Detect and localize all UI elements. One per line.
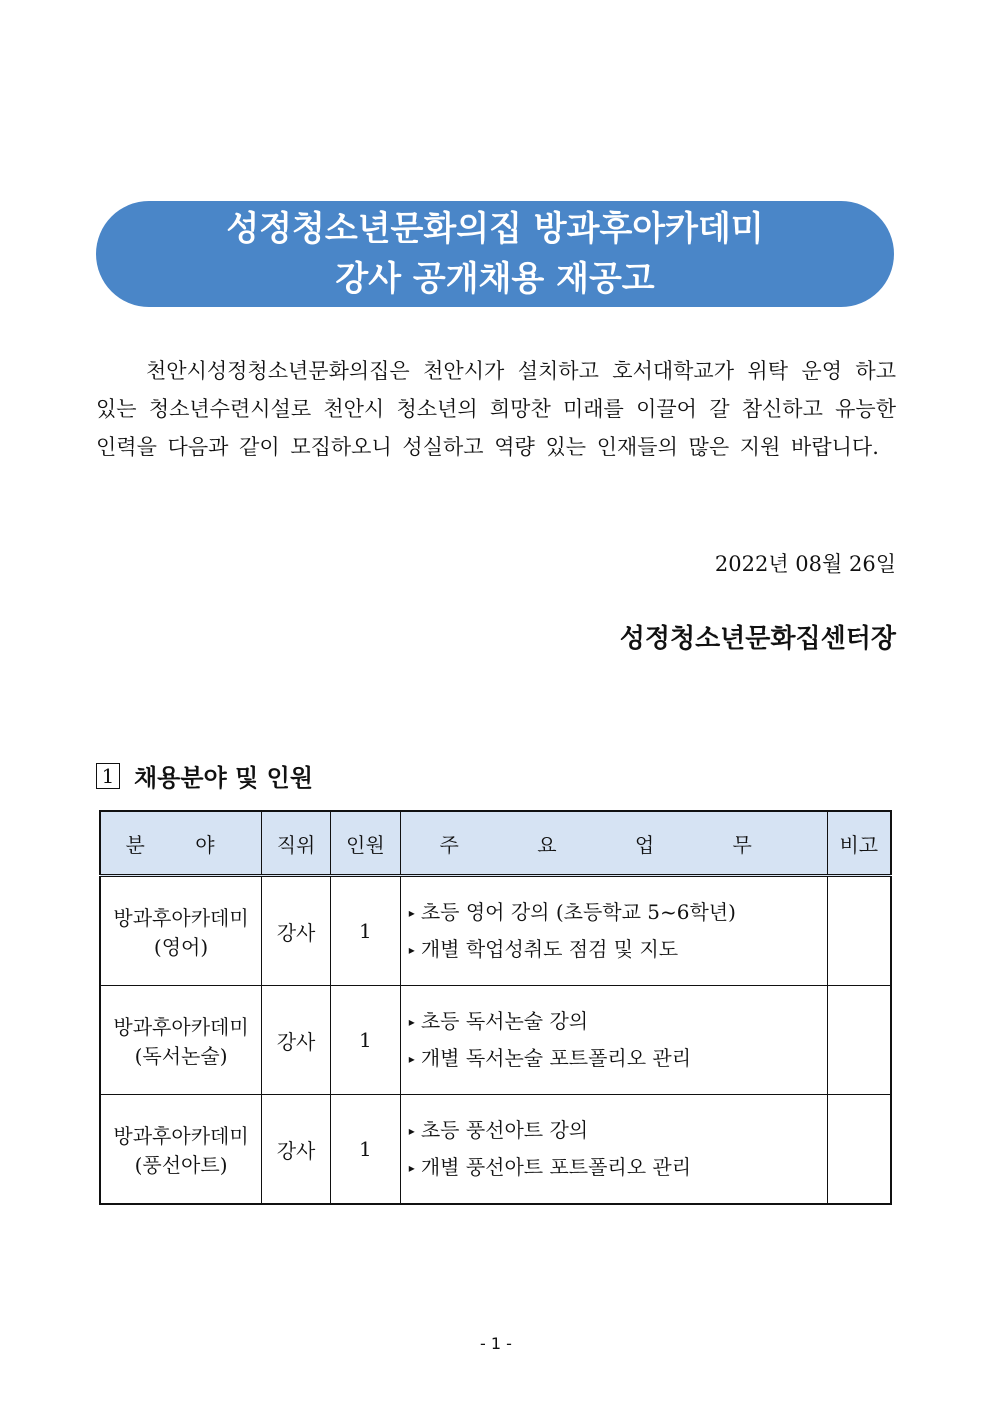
field-cell: 방과후아카데미 (풍선아트) <box>100 1095 262 1205</box>
section-number: 1 <box>96 763 120 789</box>
intro-paragraph: 천안시성정청소년문화의집은 천안시가 설치하고 호서대학교가 위탁 운영 하고 있는 청소년수련시설로 천안시 청소년의 희망찬 미래를 이끌어 갈 참신하고 유능한 인력을 다음과 같이 모집하오니 성실하고 역량 있는 인재들의 많은 지원 바랍니다. <box>96 359 896 459</box>
table-row <box>100 876 891 986</box>
title-banner <box>96 201 894 307</box>
signer-name: 성정청소년문화집센터장 <box>619 624 896 654</box>
table-row <box>100 1095 891 1205</box>
note-cell <box>827 986 891 1095</box>
page-number: - 1 - <box>480 1334 512 1353</box>
field-cell: 방과후아카데미 (영어) <box>100 876 262 986</box>
header-duties: 주 요 업 무 <box>400 811 827 876</box>
count-cell: 1 <box>330 986 400 1095</box>
section-heading <box>96 758 313 793</box>
section-title: 채용분야 및 인원 <box>134 763 313 792</box>
bullet-triangle-icon: ▸ <box>408 1124 415 1138</box>
note-cell <box>827 876 891 986</box>
table-header-row <box>100 811 891 876</box>
bullet-triangle-icon: ▸ <box>408 1161 415 1175</box>
recruitment-table <box>99 810 892 1205</box>
bullet-triangle-icon: ▸ <box>408 1015 415 1029</box>
count-cell: 1 <box>330 876 400 986</box>
bullet-triangle-icon: ▸ <box>408 906 415 920</box>
table-row <box>100 986 891 1095</box>
field-cell: 방과후아카데미 (독서논술) <box>100 986 262 1095</box>
position-cell: 강사 <box>262 876 331 986</box>
bullet-triangle-icon: ▸ <box>408 1052 415 1066</box>
duties-cell: ▸ 초등 영어 강의 (초등학교 5~6학년) ▸ 개별 학업성취도 점검 및 지도 <box>400 876 827 986</box>
duties-cell: ▸ 초등 독서논술 강의 ▸ 개별 독서논술 포트폴리오 관리 <box>400 986 827 1095</box>
bullet-triangle-icon: ▸ <box>408 943 415 957</box>
title-line-1: 성정청소년문화의집 방과후아카데미 <box>226 209 764 249</box>
position-cell: 강사 <box>262 986 331 1095</box>
announcement-date: 2022년 08월 26일 <box>714 552 896 576</box>
header-position: 직위 <box>262 811 331 876</box>
note-cell <box>827 1095 891 1205</box>
header-field: 분 야 <box>100 811 262 876</box>
count-cell: 1 <box>330 1095 400 1205</box>
header-note: 비고 <box>827 811 891 876</box>
title-line-2: 강사 공개채용 재공고 <box>335 259 655 299</box>
header-count: 인원 <box>330 811 400 876</box>
position-cell: 강사 <box>262 1095 331 1205</box>
duties-cell: ▸ 초등 풍선아트 강의 ▸ 개별 풍선아트 포트폴리오 관리 <box>400 1095 827 1205</box>
